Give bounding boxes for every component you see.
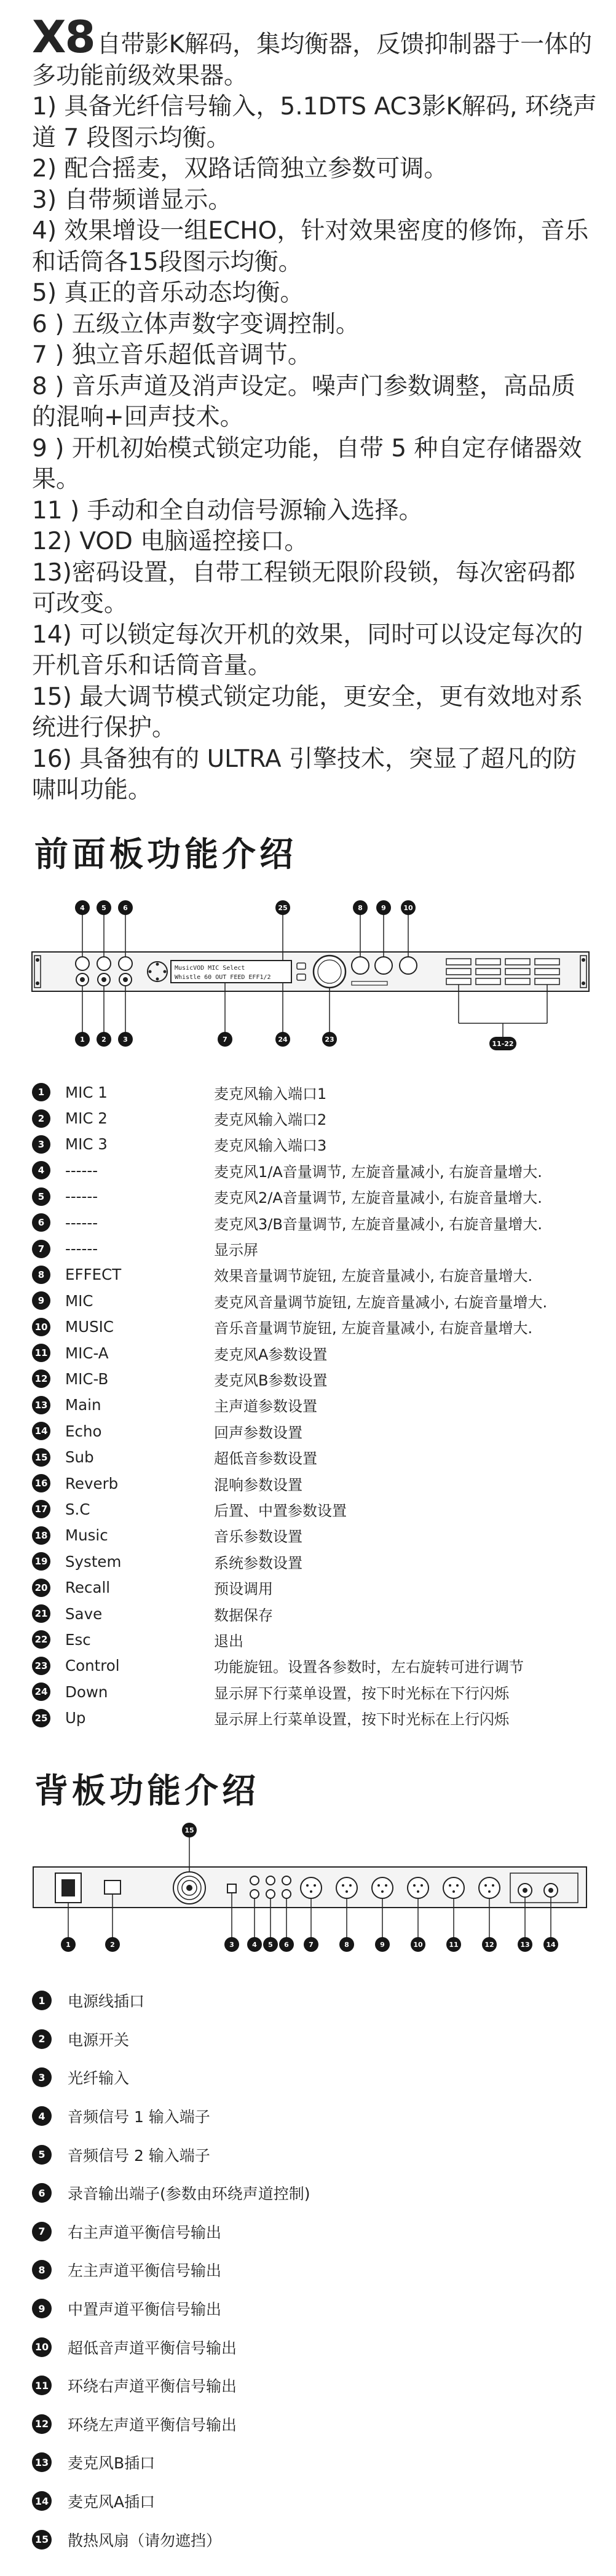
row-number-badge: 6 (32, 2183, 52, 2203)
svg-text:1: 1 (66, 1941, 71, 1949)
front-panel-title: 前面板功能介绍 (34, 834, 298, 874)
function-description: 音乐音量调节旋钮, 左旋音量减小, 右旋音量增大. (214, 1320, 533, 1338)
front-function-row (32, 1444, 598, 1470)
front-function-row (32, 1131, 598, 1157)
function-description: 麦克风A插口 (68, 2493, 156, 2511)
function-name: S.C (65, 1500, 90, 1518)
row-number-badge: 6 (32, 1213, 50, 1232)
intro-line: 5) 真正的音乐动态均衡。 (32, 279, 304, 307)
row-number-badge: 9 (32, 2299, 52, 2318)
row-number-badge: 24 (32, 1682, 50, 1701)
function-description: 环绕右声道平衡信号输出 (68, 2377, 237, 2396)
rear-function-list (32, 1981, 598, 2559)
intro-line: 6 ) 五级立体声数字变调控制。 (32, 310, 360, 338)
rear-function-row (32, 2097, 598, 2136)
svg-text:10: 10 (413, 1941, 423, 1949)
row-number-badge: 12 (32, 2414, 52, 2434)
function-description: 麦克风音量调节旋钮, 左旋音量减小, 右旋音量增大. (214, 1293, 548, 1311)
rear-function-row (32, 2405, 598, 2444)
svg-text:6: 6 (123, 904, 128, 912)
row-number-badge: 11 (32, 2376, 52, 2395)
svg-text:3: 3 (123, 1036, 128, 1044)
lcd-line-2: Whistle 60 OUT FEED EFF1/2 (175, 974, 271, 981)
function-name: ------ (65, 1187, 98, 1206)
intro-line: 11 ) 手动和全自动信号源输入选择。 (32, 496, 423, 525)
function-description: 功能旋钮。设置各参数时，左右旋转可进行调节 (214, 1659, 524, 1676)
function-name: System (65, 1552, 122, 1571)
volume-knobs (352, 957, 417, 974)
function-description: 显示屏上行菜单设置，按下时光标在上行闪烁 (214, 1711, 509, 1729)
function-name: Main (65, 1396, 101, 1414)
function-description: 混响参数设置 (214, 1476, 302, 1494)
row-number-badge: 2 (32, 2029, 52, 2049)
svg-text:8: 8 (344, 1941, 349, 1949)
intro-line: 2) 配合摇麦，双路话筒独立参数可调。 (32, 155, 448, 183)
front-function-row (32, 1210, 598, 1235)
front-function-row (32, 1262, 598, 1288)
row-number-badge: 2 (32, 1109, 50, 1128)
front-function-row (32, 1105, 598, 1131)
row-number-badge: 23 (32, 1657, 50, 1675)
function-description: 麦克风3/B音量调节, 左旋音量减小, 右旋音量增大. (214, 1215, 542, 1233)
function-description: 中置声道平衡信号输出 (68, 2301, 222, 2319)
function-name: MUSIC (65, 1318, 114, 1336)
function-description: 麦克风A参数设置 (214, 1345, 328, 1363)
rear-function-row (32, 2174, 598, 2213)
function-description: 麦克风1/A音量调节, 左旋音量减小, 右旋音量增大. (214, 1163, 542, 1181)
row-number-badge: 22 (32, 1630, 50, 1649)
svg-text:8: 8 (358, 904, 363, 912)
function-name: Save (65, 1604, 103, 1623)
row-number-badge: 10 (32, 1318, 50, 1336)
row-number-badge: 1 (32, 1083, 50, 1101)
front-function-row (32, 1288, 598, 1314)
function-name: MIC 3 (65, 1135, 108, 1154)
front-panel-diagram (31, 899, 591, 1065)
intro-line: 12) VOD 电脑遥控接口。 (32, 528, 309, 555)
function-name: MIC 1 (65, 1083, 108, 1101)
function-description: 主声道参数设置 (214, 1398, 317, 1416)
intro-line: 16) 具备独有的 ULTRA 引擎技术，突显了超凡的防啸叫功能。 (32, 745, 577, 804)
svg-text:5: 5 (101, 904, 106, 912)
function-description: 麦克风输入端口2 (214, 1111, 327, 1129)
function-description: 麦克风B参数设置 (214, 1371, 328, 1389)
function-name: MIC (65, 1291, 93, 1310)
row-number-badge: 10 (32, 2337, 52, 2357)
rear-function-row (32, 2289, 598, 2328)
front-function-row (32, 1418, 598, 1444)
row-number-badge: 8 (32, 1266, 50, 1284)
row-number-badge: 17 (32, 1500, 50, 1518)
svg-text:2: 2 (101, 1036, 106, 1044)
front-function-row (32, 1653, 598, 1679)
function-description: 左主声道平衡信号输出 (68, 2262, 222, 2280)
function-name: MIC-B (65, 1369, 109, 1388)
intro-line: 3) 自带频谱显示。 (32, 186, 232, 214)
intro-line: 13)密码设置，自带工程锁无限阶段锁，每次密码都可改变。 (32, 558, 575, 617)
range-label: 11-22 (492, 1040, 514, 1048)
function-description: 退出 (214, 1632, 243, 1650)
function-name: Sub (65, 1448, 94, 1467)
svg-text:4: 4 (80, 904, 85, 912)
front-function-row (32, 1366, 598, 1392)
svg-text:1: 1 (80, 1036, 85, 1044)
function-name: EFFECT (65, 1266, 122, 1284)
intro-line: 7 ) 独立音乐超低音调节。 (32, 341, 312, 369)
rear-function-row (32, 2520, 598, 2559)
function-name: ------ (65, 1161, 98, 1179)
function-name: Up (65, 1709, 86, 1727)
row-number-badge: 14 (32, 2491, 52, 2511)
row-number-badge: 15 (32, 2530, 52, 2550)
front-function-list (32, 1079, 598, 1731)
intro-line: 15) 最大调节模式锁定功能，更安全，更有效地对系统进行保护。 (32, 683, 583, 742)
function-name: Music (65, 1526, 108, 1545)
intro-line: 1) 具备光纤信号输入，5.1DTS AC3影K解码, 环绕声道 7 段图示均衡。 (32, 93, 597, 152)
front-function-row (32, 1496, 598, 1522)
svg-text:24: 24 (278, 1036, 288, 1044)
mic-input-jacks (76, 973, 132, 986)
svg-text:4: 4 (252, 1941, 257, 1949)
row-number-badge: 5 (32, 1187, 50, 1206)
function-description: 显示屏 (214, 1242, 258, 1259)
function-description: 音频信号 1 输入端子 (68, 2108, 210, 2126)
rear-function-row (32, 2213, 598, 2251)
front-function-row (32, 1314, 598, 1340)
front-function-row (32, 1235, 598, 1261)
row-number-badge: 1 (32, 1991, 52, 2010)
front-function-row (32, 1523, 598, 1548)
svg-text:2: 2 (110, 1941, 115, 1949)
function-description: 电源线插口 (68, 1992, 145, 2011)
row-number-badge: 8 (32, 2260, 52, 2280)
function-description: 回声参数设置 (214, 1424, 302, 1441)
optical-input (227, 1884, 236, 1893)
function-name: Down (65, 1682, 108, 1701)
function-description: 光纤输入 (68, 2069, 130, 2088)
function-description: 超低音声道平衡信号输出 (68, 2339, 237, 2357)
row-number-badge: 3 (32, 2067, 52, 2087)
function-description: 麦克风B插口 (68, 2454, 156, 2473)
power-switch (105, 1880, 120, 1894)
row-number-badge: 4 (32, 2106, 52, 2126)
function-description: 录音输出端子(参数由环绕声道控制) (68, 2185, 310, 2203)
rear-panel-title: 背板功能介绍 (34, 1771, 260, 1810)
mic-volume-knobs (76, 957, 132, 970)
up-button (297, 963, 306, 969)
svg-text:25: 25 (278, 904, 288, 912)
function-name: Reverb (65, 1474, 119, 1492)
down-button (297, 974, 306, 980)
function-description: 散热风扇（请勿遮挡） (68, 2531, 222, 2550)
row-number-badge: 21 (32, 1604, 50, 1623)
intro-line: 14) 可以锁定每次开机的效果，同时可以设定每次的开机音乐和话筒音量。 (32, 620, 583, 680)
front-function-row (32, 1184, 598, 1210)
rear-function-row (32, 2058, 598, 2097)
function-description: 显示屏下行菜单设置，按下时光标在下行闪烁 (214, 1684, 509, 1702)
svg-text:7: 7 (309, 1941, 314, 1949)
function-description: 环绕左声道平衡信号输出 (68, 2415, 237, 2434)
rear-panel-diagram (31, 1820, 591, 1965)
row-number-badge: 15 (32, 1448, 50, 1467)
row-number-badge: 19 (32, 1552, 50, 1571)
row-number-badge: 13 (32, 1396, 50, 1414)
front-function-row (32, 1157, 598, 1183)
row-number-badge: 11 (32, 1344, 50, 1362)
function-name: MIC-A (65, 1344, 109, 1362)
rear-function-row (32, 2443, 598, 2482)
rear-function-row (32, 2482, 598, 2521)
lcd-line-1: MusicVOD MIC Select (175, 965, 245, 972)
intro-line: X8 自带影K解码，集均衡器，反馈抑制器于一体的多功能前级效果器。 (32, 11, 593, 90)
svg-text:12: 12 (484, 1941, 494, 1949)
rear-function-row (32, 2366, 598, 2405)
function-description: 后置、中置参数设置 (214, 1502, 347, 1520)
function-name: MIC 2 (65, 1109, 108, 1128)
front-function-row (32, 1548, 598, 1574)
rear-function-row (32, 2020, 598, 2059)
row-number-badge: 20 (32, 1579, 50, 1597)
svg-text:15: 15 (184, 1826, 194, 1834)
svg-text:6: 6 (284, 1941, 289, 1949)
svg-text:23: 23 (325, 1036, 334, 1044)
intro-line: 4) 效果增设一组ECHO，针对效果密度的修饰，音乐和话筒各15段图示均衡。 (32, 217, 589, 276)
front-function-row (32, 1574, 598, 1600)
front-function-row (32, 1679, 598, 1705)
front-function-row (32, 1340, 598, 1366)
row-number-badge: 4 (32, 1161, 50, 1179)
intro-text (32, 11, 598, 806)
row-number-badge: 16 (32, 1474, 50, 1492)
function-description: 效果音量调节旋钮, 左旋音量减小, 右旋音量增大. (214, 1267, 533, 1285)
row-number-badge: 13 (32, 2452, 52, 2472)
front-function-row (32, 1601, 598, 1627)
intro-line: 8 ) 音乐声道及消声设定。噪声门参数调整，高品质的混响+回声技术。 (32, 372, 575, 431)
intro-line: 9 ) 开机初始模式锁定功能，自带 5 种自定存储器效果。 (32, 434, 582, 493)
rear-function-row (32, 2135, 598, 2174)
front-function-row (32, 1705, 598, 1730)
front-function-row (32, 1627, 598, 1652)
row-number-badge: 12 (32, 1369, 50, 1388)
svg-text:11: 11 (449, 1941, 459, 1949)
row-number-badge: 25 (32, 1709, 50, 1727)
svg-text:9: 9 (380, 1941, 385, 1949)
row-number-badge: 7 (32, 1240, 50, 1258)
svg-text:3: 3 (229, 1941, 234, 1949)
control-knob (314, 956, 346, 988)
front-function-row (32, 1470, 598, 1496)
row-number-badge: 5 (32, 2145, 52, 2165)
function-description: 超低音参数设置 (214, 1450, 317, 1468)
front-function-row (32, 1079, 598, 1105)
row-number-badge: 14 (32, 1422, 50, 1440)
function-description: 预设调用 (214, 1580, 273, 1598)
rear-function-row (32, 2251, 598, 2289)
function-name: ------ (65, 1213, 98, 1232)
function-description: 音乐参数设置 (214, 1528, 302, 1546)
function-description: 麦克风2/A音量调节, 左旋音量减小, 右旋音量增大. (214, 1189, 542, 1207)
svg-text:5: 5 (268, 1941, 273, 1949)
function-description: 右主声道平衡信号输出 (68, 2223, 222, 2241)
svg-text:10: 10 (403, 904, 413, 912)
front-function-row (32, 1392, 598, 1418)
svg-text:13: 13 (520, 1941, 530, 1949)
row-number-badge: 3 (32, 1135, 50, 1154)
function-name: Recall (65, 1579, 111, 1597)
svg-text:9: 9 (381, 904, 386, 912)
model-name: X8 (32, 11, 95, 63)
function-description: 数据保存 (214, 1606, 273, 1624)
function-name: Echo (65, 1422, 102, 1440)
function-description: 音频信号 2 输入端子 (68, 2146, 210, 2165)
row-number-badge: 18 (32, 1526, 50, 1545)
function-name: Esc (65, 1630, 91, 1649)
row-number-badge: 7 (32, 2222, 52, 2241)
function-description: 系统参数设置 (214, 1554, 302, 1572)
function-description: 麦克风输入端口1 (214, 1085, 327, 1103)
function-description: 麦克风输入端口3 (214, 1137, 327, 1155)
rear-function-row (32, 2328, 598, 2366)
svg-text:7: 7 (223, 1036, 227, 1044)
function-name: ------ (65, 1240, 98, 1258)
rear-function-row (32, 1981, 598, 2020)
row-number-badge: 9 (32, 1291, 50, 1310)
function-description: 电源开关 (68, 2031, 130, 2049)
svg-text:14: 14 (546, 1941, 556, 1949)
function-name: Control (65, 1657, 120, 1675)
